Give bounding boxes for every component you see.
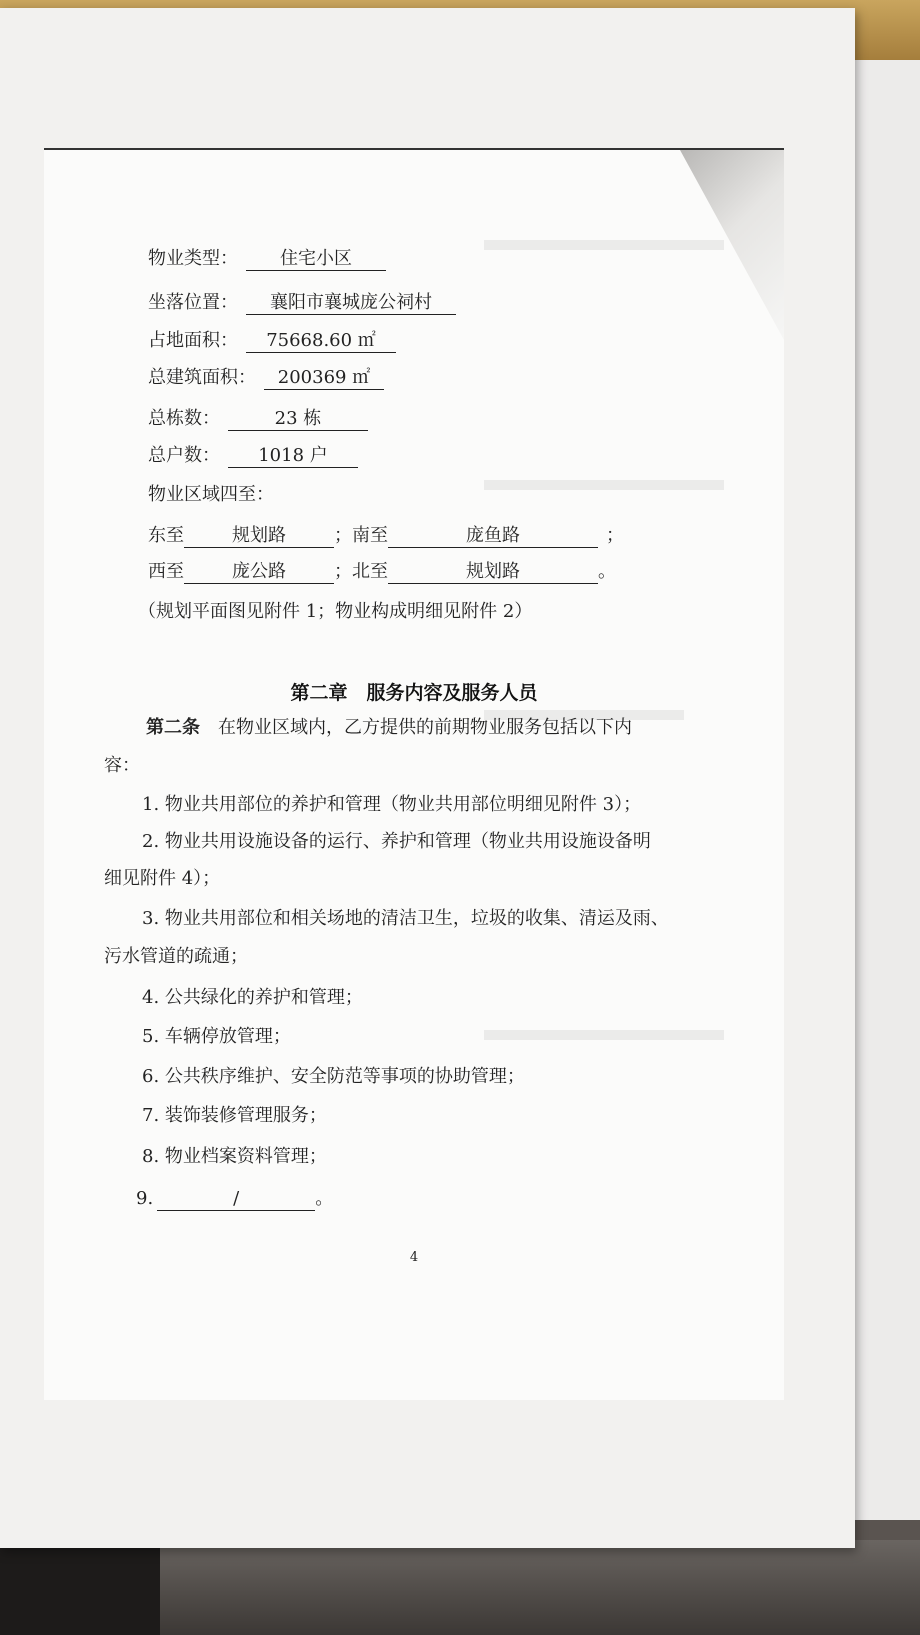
boundaries-heading bbox=[148, 483, 274, 507]
article-intro-line bbox=[146, 716, 632, 740]
attachment-note bbox=[138, 600, 532, 624]
south-label: ；南至 bbox=[334, 525, 388, 546]
land-area-label: 占地面积： bbox=[148, 330, 238, 351]
location-label: 坐落位置： bbox=[148, 292, 238, 313]
list-item-continuation: 污水管道的疏通； bbox=[104, 946, 248, 967]
boundaries-label: 物业区域四至： bbox=[148, 484, 274, 505]
list-item: 2. 物业共用设施设备的运行、养护和管理（物业共用设施设备明 bbox=[142, 831, 651, 852]
bleed-through bbox=[484, 1030, 724, 1040]
paper-sheet bbox=[0, 8, 855, 1548]
article-heading: 第二条 bbox=[146, 717, 200, 738]
east-value: 规划路 bbox=[184, 525, 334, 548]
list-item: 3. 物业共用部位和相关场地的清洁卫生，垃圾的收集、清运及雨、 bbox=[142, 908, 669, 929]
households-row bbox=[148, 444, 358, 468]
list-item: 6. 公共秩序维护、安全防范等事项的协助管理； bbox=[142, 1066, 525, 1087]
buildings-label: 总栋数： bbox=[148, 408, 220, 429]
list-item: 1. 物业共用部位的养护和管理（物业共用部位明细见附件 3）； bbox=[142, 794, 642, 815]
list-item: 8. 物业档案资料管理； bbox=[142, 1146, 327, 1167]
list-item-continuation: 细见附件 4）； bbox=[104, 868, 221, 889]
location-row bbox=[148, 291, 456, 315]
boundary-row-east-south bbox=[148, 524, 624, 548]
boundary-row-west-north bbox=[148, 560, 616, 584]
row-end-mark: ； bbox=[606, 525, 624, 546]
property-type-value: 住宅小区 bbox=[246, 248, 386, 271]
property-type-label: 物业类型： bbox=[148, 248, 238, 269]
document-page bbox=[44, 148, 784, 1400]
households-label: 总户数： bbox=[148, 445, 220, 466]
building-area-row bbox=[148, 366, 384, 390]
building-area-value: 200369 ㎡ bbox=[264, 367, 384, 390]
list-item: 4. 公共绿化的养护和管理； bbox=[142, 987, 363, 1008]
note-text: （规划平面图见附件 1；物业构成明细见附件 2） bbox=[138, 601, 533, 622]
south-value: 庞鱼路 bbox=[388, 525, 598, 548]
land-area-row bbox=[148, 329, 396, 353]
building-area-label: 总建筑面积： bbox=[148, 367, 256, 388]
bleed-through bbox=[484, 480, 724, 490]
households-value: 1018 户 bbox=[228, 445, 358, 468]
west-label: 西至 bbox=[148, 561, 184, 582]
bleed-through bbox=[484, 240, 724, 250]
item-number: 9. bbox=[136, 1188, 154, 1209]
item-end-mark: 。 bbox=[315, 1188, 334, 1209]
east-label: 东至 bbox=[148, 525, 184, 546]
chapter-title: 第二章 服务内容及服务人员 bbox=[290, 682, 538, 704]
page-number: 4 bbox=[409, 1250, 419, 1265]
buildings-row bbox=[148, 407, 368, 431]
item-9-value: / bbox=[157, 1188, 315, 1211]
land-area-value: 75668.60 ㎡ bbox=[246, 330, 396, 353]
list-item: 5. 车辆停放管理； bbox=[142, 1026, 291, 1047]
buildings-value: 23 栋 bbox=[228, 408, 368, 431]
list-item: 7. 装饰装修管理服务； bbox=[142, 1105, 327, 1126]
property-type-row bbox=[148, 247, 386, 271]
location-value: 襄阳市襄城庞公祠村 bbox=[246, 292, 456, 315]
article-intro-line-2: 容： bbox=[104, 755, 140, 776]
north-label: ；北至 bbox=[334, 561, 388, 582]
west-value: 庞公路 bbox=[184, 561, 334, 584]
north-value: 规划路 bbox=[388, 561, 598, 584]
list-item-9 bbox=[136, 1187, 333, 1211]
article-intro-text: 在物业区域内，乙方提供的前期物业服务包括以下内 bbox=[200, 717, 632, 738]
row-end-mark: 。 bbox=[598, 561, 616, 582]
